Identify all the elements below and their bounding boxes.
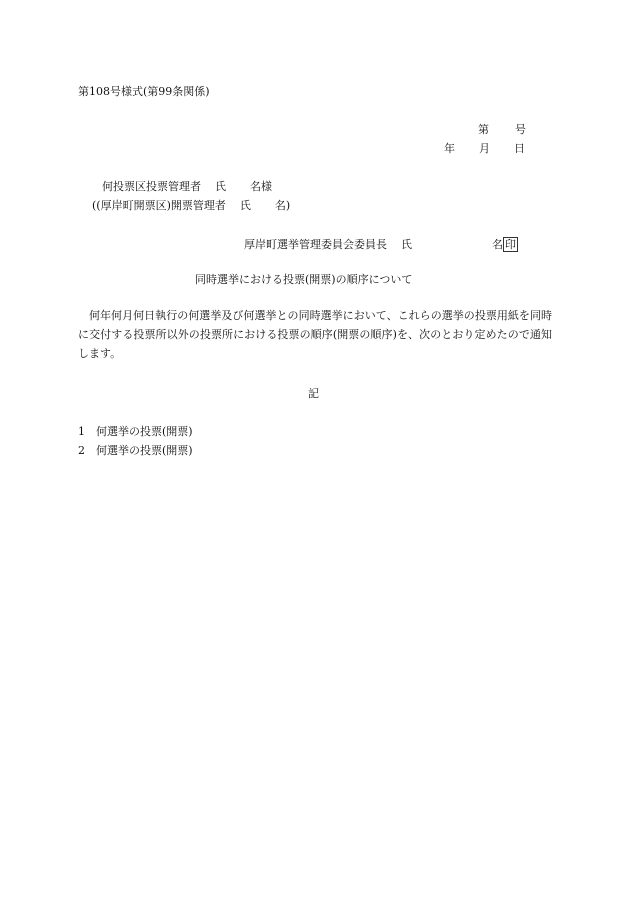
date-year: 年 (444, 142, 455, 155)
subject-line: 同時選挙における投票(開票)の順序について (195, 273, 413, 286)
addressee-line-2 (92, 200, 290, 211)
sender-shi: 氏 (401, 238, 412, 251)
list-item-number: 1 (78, 425, 85, 438)
sender-line (244, 237, 518, 252)
addressee-line-1 (102, 181, 272, 192)
seal-mark: 印 (505, 238, 516, 251)
list-item (78, 445, 193, 456)
form-number: 第108号様式(第99条関係) (78, 85, 210, 98)
doc-number-dai: 第 (478, 123, 489, 136)
date-day: 日 (514, 142, 525, 155)
list-item-text: 何選挙の投票(開票) (96, 425, 193, 438)
sender-mei: 名 (492, 238, 503, 251)
list-item-number: 2 (78, 444, 85, 457)
list-item-text: 何選挙の投票(開票) (96, 444, 193, 457)
sender-title: 厚岸町選挙管理委員会委員長 (244, 238, 387, 251)
addressee-shi-2: 氏 (239, 199, 251, 212)
addressee-shi-1: 氏 (215, 180, 226, 193)
ki-heading: 記 (308, 387, 319, 400)
addressee-title-2: ((厚岸町開票区)開票管理者 (92, 199, 226, 212)
addressee-mei-2: 名) (274, 199, 291, 212)
date-month: 月 (479, 142, 490, 155)
list-item (78, 426, 193, 437)
doc-number-go: 号 (515, 123, 526, 136)
document-date (444, 143, 525, 154)
addressee-mei-1: 名様 (250, 180, 272, 193)
addressee-title-1: 何投票区投票管理者 (102, 180, 201, 193)
document-number (478, 124, 526, 135)
body-paragraph: 何年何月何日執行の何選挙及び何選挙との同時選挙において、これらの選挙の投票用紙を同時に交付する投票所以外の投票所における投票の順序(開票の順序)を、次のとおり定めたので通知します。 (78, 309, 552, 360)
